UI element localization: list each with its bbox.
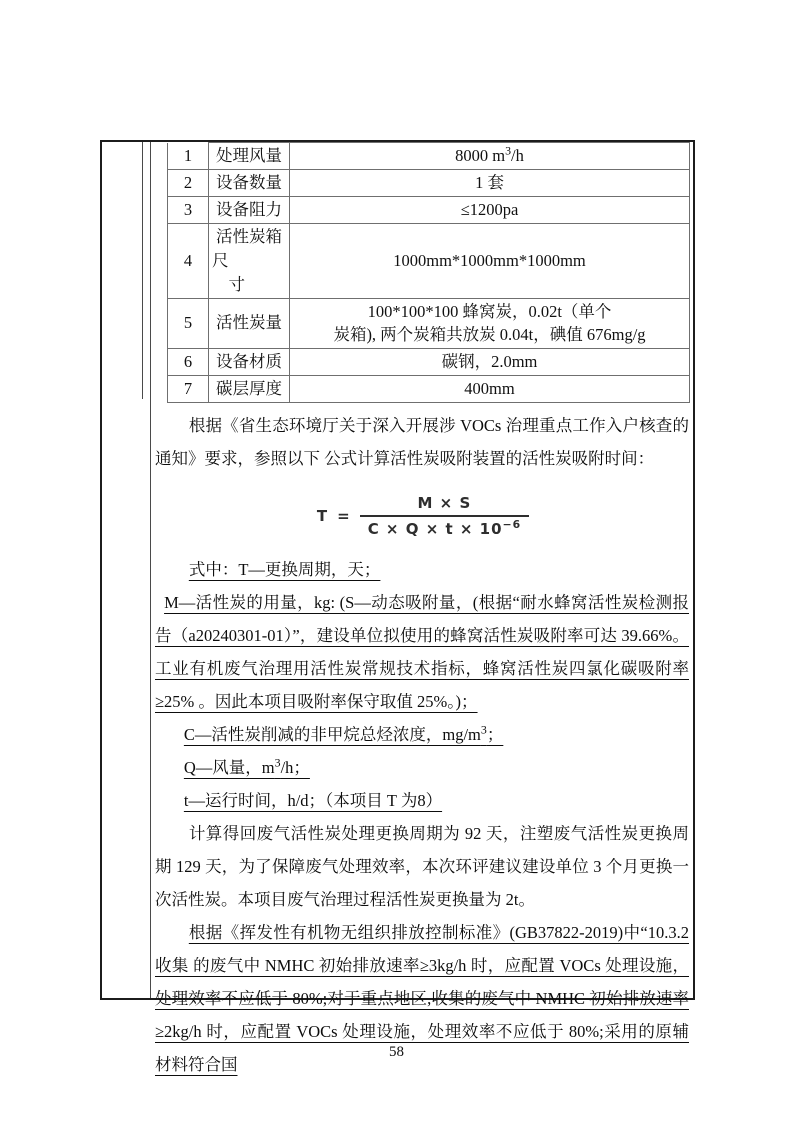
spec-row-label: 碳层厚度 [209,376,290,403]
spec-row-value: 100*100*100 蜂窝炭，0.02t（单个 炭箱), 两个炭箱共放炭 0.04t，碘值 676mg/g [290,298,690,349]
table-row [168,376,690,403]
para-gb37822-standard: 根据《挥发性有机物无组织排放控制标准》(GB37822-2019)中“10.3.2 收集 的废气中 NMHC 初始排放速率≥3kg/h 时，应配置 VOCs 处理设施，处理效率不应低于 80%;对于重点地区,收集的废气中 NMHC 初始排放速率≥2kg/h 时，应配置 VOCs 处理设施，处理效率不应低于 80%;采用的原辅材料符合国 [155,923,689,1075]
equipment-spec-table [167,142,690,403]
spec-row-number: 2 [168,169,209,196]
formula-denominator: $C \times Q \times t \times 10^{-6}$ [360,515,529,538]
formula-lhs: T [316,507,329,526]
spec-row-value: ≤1200pa [290,196,690,223]
adsorption-time-formula [155,487,691,545]
spec-row-label: 设备数量 [209,169,290,196]
spec-row-value: 8000 $m^3/h$ [290,143,690,170]
formula-equals: = [337,507,351,526]
form-content-cell [155,142,691,1081]
spec-row-value: 1 套 [290,169,690,196]
formula-fraction [360,494,529,538]
table-row [168,143,690,170]
spec-row-label: 处理风量 [209,143,290,170]
table-row [168,196,690,223]
form-column-divider-line-2 [150,142,151,998]
table-row [168,169,690,196]
spec-row-label: 活性炭箱 尺 寸 [209,223,290,298]
spec-row-value: 1000mm*1000mm*1000mm [290,223,690,298]
spec-row-number: 1 [168,143,209,170]
para-where-t-definition: 式中：T—更换周期，天； [188,560,381,580]
para-q-definition: Q—风量，$m^3/h$； [183,755,310,778]
para-notice-basis: 根据《省生态环境厅关于深入开展涉 VOCs 治理重点工作入户核查的通知》要求，参照以下 公式计算活性炭吸附装置的活性炭吸附时间： [155,416,689,469]
spec-row-number: 4 [168,223,209,298]
table-row [168,298,690,349]
spec-table-body [168,143,690,403]
para-c-definition: C—活性炭削减的非甲烷总烃浓度，$mg/m^3$； [183,722,504,745]
spec-row-label: 设备阻力 [209,196,290,223]
page-number: 58 [389,1044,404,1060]
para-m-definition: M—活性炭的用量，kg: (S—动态吸附量，(根据“耐水蜂窝活性炭检测报告（a20240301-01）”，建设单位拟使用的蜂窝活性炭吸附率可达 39.66%。工业有机废气治理用活性炭常规技术指标，蜂窝活性炭四氯化碳吸附率≥25% 。因此本项目吸附率保守取值 25%。)； [155,593,689,712]
spec-row-number: 5 [168,298,209,349]
spec-row-number: 6 [168,349,209,376]
para-replacement-cycle-calc: 计算得回废气活性炭处理更换周期为 92 天，注塑废气活性炭更换周期 129 天，为了保障废气处理效率，本次环评建议建设单位 3 个月更换一次活性炭。本项目废气治理过程活性炭更换量为 2t。 [155,824,689,910]
spec-row-label: 活性炭量 [209,298,290,349]
table-row [168,223,690,298]
formula-numerator: M × S [417,494,472,513]
spec-row-number: 3 [168,196,209,223]
spec-row-label: 设备材质 [209,349,290,376]
para-t-definition: t—运行时间，h/d；（本项目 T 为8） [183,791,443,811]
form-column-divider-line [142,142,143,399]
spec-row-value: 碳钢，2.0mm [290,349,690,376]
table-row [168,349,690,376]
spec-row-number: 7 [168,376,209,403]
spec-row-value: 400mm [290,376,690,403]
